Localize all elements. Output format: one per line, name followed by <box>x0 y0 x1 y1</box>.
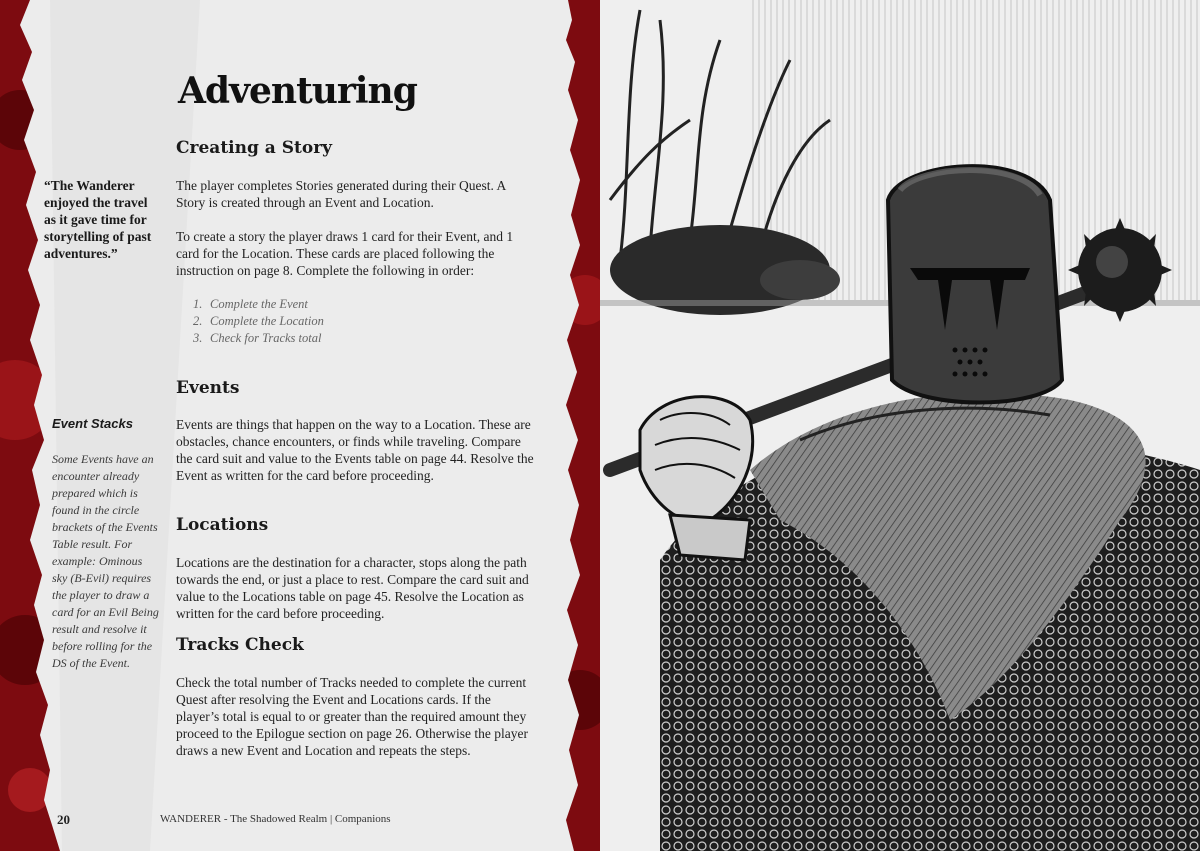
creating-story-text-1: The player completes Stories generated during their Quest. A Story is created through an Event and Location. <box>176 178 506 210</box>
knight-illustration <box>600 0 1200 851</box>
locations-paragraph <box>176 554 536 622</box>
story-steps-list <box>193 296 324 347</box>
tracks-check-text: Check the total number of Tracks needed to complete the current Quest after resolving the Event and Locations cards. If the player’s total is equal to or greater than the required amount they proceed to the Epilogue section on page 26. Otherwise the player draws a new Event and Location and repeats the steps. <box>176 675 529 758</box>
page-number: 20 <box>57 812 70 827</box>
heading-locations: Locations <box>176 515 269 535</box>
creating-story-paragraph-2 <box>176 228 536 279</box>
events-text: Events are things that happen on the way to a Location. These are obstacles, chance encounters, or finds while traveling. Compare the card suit and value to the Events table on page 44. Resolve the Event as written for the card before proceeding. <box>176 417 534 483</box>
sidebar-event-stacks-text: Some Events have an encounter already prepared which is found in the circle brackets of the Events Table result. For example: Ominous sky (B-Evil) requires the player to draw a card for an Evil Being result and resolve it before rolling for the DS of the Event. <box>52 452 159 670</box>
tracks-check-paragraph <box>176 674 536 759</box>
creating-story-paragraph-1 <box>176 177 536 211</box>
sidebar-heading-event-stacks: Event Stacks <box>52 416 133 431</box>
creating-story-text-2: To create a story the player draws 1 card for their Event, and 1 card for the Location. These cards are placed following the instruction on page 8. Complete the following in order: <box>176 229 514 278</box>
heading-creating-a-story: Creating a Story <box>176 138 333 158</box>
running-footer: WANDERER - The Shadowed Realm | Companions <box>160 813 391 825</box>
page-title: Adventuring <box>178 70 417 112</box>
list-item: 3. Check for Tracks total <box>193 331 322 345</box>
heading-tracks-check: Tracks Check <box>176 635 304 655</box>
events-paragraph <box>176 416 536 484</box>
locations-text: Locations are the destination for a character, stops along the path towards the end, or just a place to rest. Compare the card suit and value to the Locations table on page 45. Resolve the Location as written for the card before proceeding. <box>176 555 529 621</box>
heading-events: Events <box>176 378 240 398</box>
list-item: 1. Complete the Event <box>193 297 308 311</box>
list-item: 2. Complete the Location <box>193 314 324 328</box>
knight-with-mace-icon <box>600 0 1200 851</box>
sidebar-quote: “The Wanderer enjoyed the travel as it gave time for storytelling of past adventures.” <box>44 178 152 261</box>
